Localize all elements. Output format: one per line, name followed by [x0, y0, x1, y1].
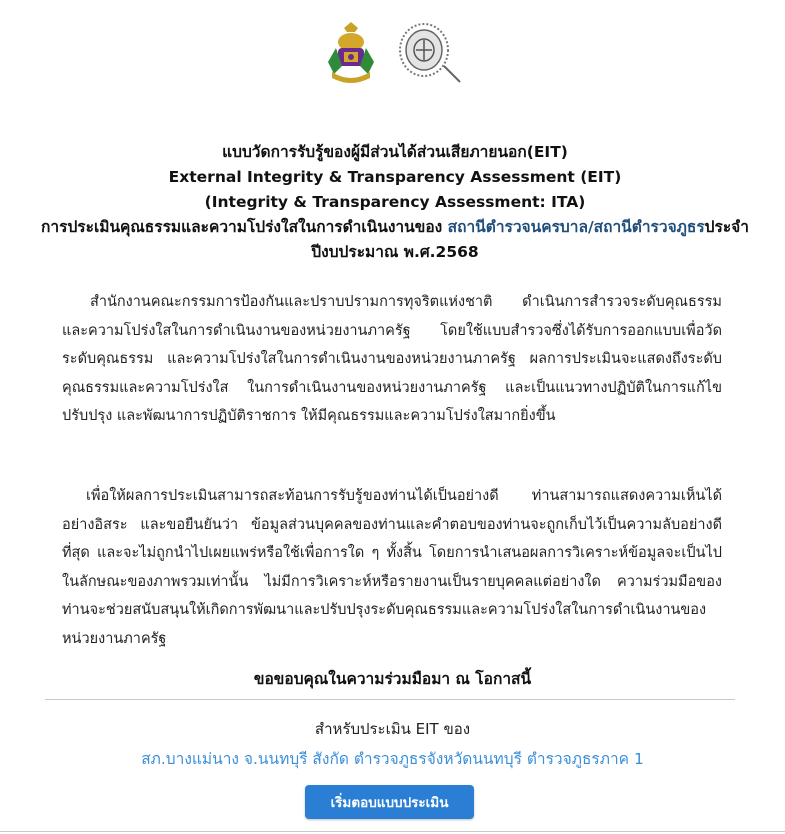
title-line-thai: แบบวัดการรับรู้ของผู้มีส่วนได้ส่วนเสียภายนอก(EIT)	[222, 143, 568, 161]
police-emblem-icon	[322, 18, 380, 86]
bottom-divider	[0, 831, 785, 832]
title-assessment-prefix: การประเมินคุณธรรมและความโปร่งใสในการดำเนินงานของ	[41, 218, 448, 236]
title-line-assessment	[40, 215, 750, 265]
title-line-ita: (Integrity & Transparency Assessment: ITA)	[204, 193, 586, 211]
divider	[45, 699, 735, 700]
rotary-seal-icon	[394, 18, 464, 86]
assessment-for-label: สำหรับประเมิน EIT ของ	[314, 720, 471, 738]
intro-paragraph: สำนักงานคณะกรรมการป้องกันและปราบปรามการทุจริตแห่งชาติ ดำเนินการสำรวจระดับคุณธรรม และความโปร่งใสในการดำเนินงานของหน่วยงานภาครัฐ โดยใช้แบบสำรวจซึ่งได้รับการออกแบบเพื่อวัดระดับคุณธรรม และความโปร่งใสในการดำเนินงานของหน่วยงานภาครัฐ ผลการประเมินจะแสดงถึงระดับคุณธรรมและความโปร่งใส ในการดำเนินงานของหน่วยงานภาครัฐ และเป็นแนวทางปฏิบัติในการแก้ไข ปรับปรุง และพัฒนาการปฏิบัติราชการ ให้มีคุณธรรมและความโปร่งใสมากยิ่งขึ้น	[62, 294, 722, 424]
start-assessment-button[interactable]: เริ่มตอบแบบประเมิน	[305, 785, 474, 819]
thanks-heading: ขอขอบคุณในความร่วมมือมา ณ โอกาสนี้	[253, 670, 532, 688]
page-title	[40, 140, 750, 265]
title-agency-highlight: สถานีตำรวจนครบาล/สถานีตำรวจภูธร	[447, 218, 705, 236]
assessment-unit-name: สภ.บางแม่นาง จ.นนทบุรี สังกัด ตำรวจภูธรจังหวัดนนทบุรี ตำรวจภูธรภาค 1	[141, 750, 644, 768]
title-fiscal-year: ประจำปีงบประมาณ พ.ศ.2568	[311, 218, 749, 261]
privacy-paragraph: เพื่อให้ผลการประเมินสามารถสะท้อนการรับรู้ของท่านได้เป็นอย่างดี ท่านสามารถแสดงความเห็นได้อย่างอิสระ และขอยืนยันว่า ข้อมูลส่วนบุคคลของท่านและคำตอบของท่านจะถูกเก็บไว้เป็นความลับอย่างดีที่สุด และจะไม่ถูกนำไปเผยแพร่หรือใช้เพื่อการใด ๆ ทั้งสิ้น โดยการนำเสนอผลการวิเคราะห์ข้อมูลจะเป็นไปในลักษณะของภาพรวมเท่านั้น ไม่มีการวิเคราะห์หรือรายงานเป็นรายบุคคลแต่อย่างใด ความร่วมมือของท่านจะช่วยสนับสนุนให้เกิดการพัฒนาและปรับปรุงระดับคุณธรรมและความโปร่งใสในการดำเนินงานของหน่วยงานภาครัฐ	[62, 488, 722, 647]
header-logos	[0, 18, 785, 86]
title-line-english: External Integrity & Transparency Assessment (EIT)	[168, 168, 622, 186]
